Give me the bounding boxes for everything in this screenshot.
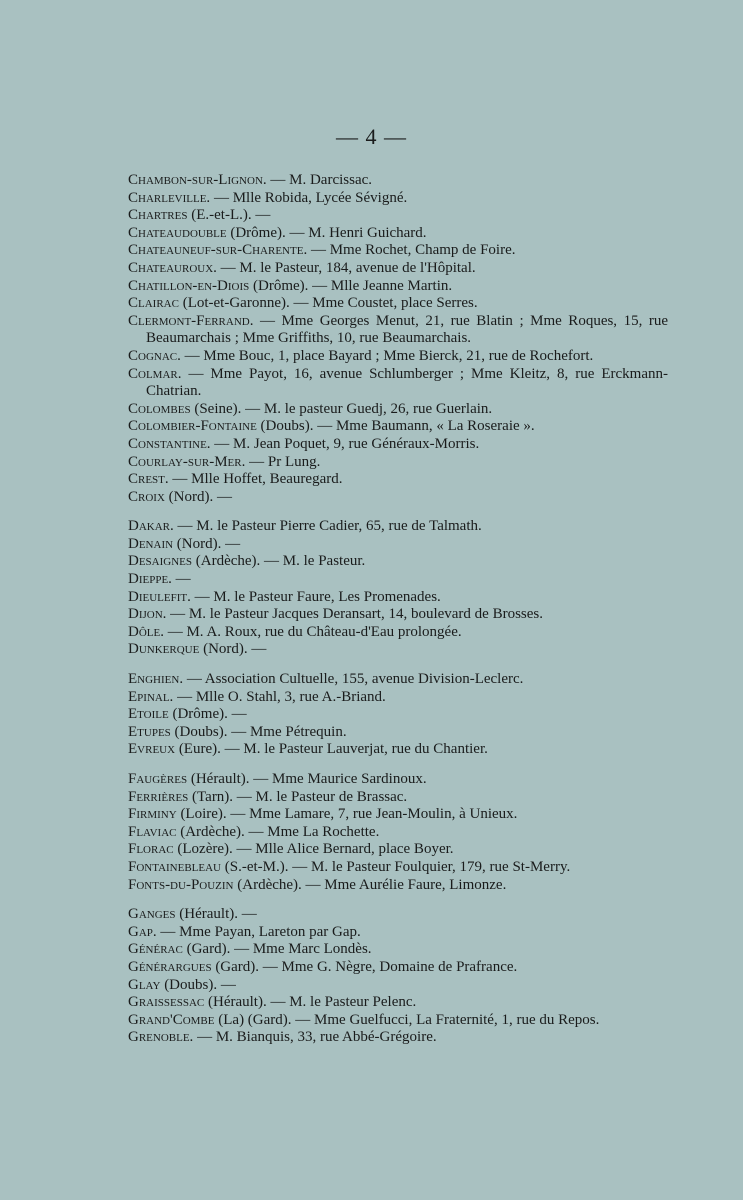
place-name: Colmar.	[128, 365, 182, 382]
entry-details: (Tarn). — M. le Pasteur de Brassac.	[188, 788, 408, 805]
directory-entry	[128, 994, 668, 1012]
place-name: Grand'Combe	[128, 1011, 215, 1028]
entry-details: — Mme Bouc, 1, place Bayard ; Mme Bierck, 21, rue de Rochefort.	[180, 347, 594, 364]
place-name: Fonts-du-Pouzin	[128, 876, 234, 893]
place-name: Denain	[128, 535, 174, 552]
directory-entry	[128, 225, 668, 243]
directory-entry	[128, 190, 668, 208]
place-name: Courlay-sur-Mer.	[128, 453, 246, 470]
place-name: Charleville.	[128, 189, 211, 206]
place-name: Faugères	[128, 771, 188, 787]
place-name: Crest.	[128, 471, 169, 488]
entry-details: (Nord). —	[199, 641, 267, 658]
place-name: Chateauneuf-sur-Charente.	[128, 242, 308, 259]
entry-details: —	[171, 571, 191, 588]
place-name: Dijon.	[128, 606, 167, 623]
entry-details: (Gard). — Mme Marc Londès.	[182, 941, 372, 958]
directory-list	[128, 172, 668, 1059]
directory-entry	[128, 841, 668, 859]
directory-entry	[128, 313, 668, 348]
place-name: Dakar.	[128, 518, 174, 535]
directory-entry	[128, 401, 668, 419]
directory-entry	[128, 689, 668, 707]
place-name: Etoile	[128, 706, 169, 723]
directory-entry	[128, 824, 668, 842]
place-name: Gap.	[128, 923, 157, 940]
entry-details: — M. Jean Poquet, 9, rue Généraux-Morris.	[210, 435, 480, 452]
place-name: Graissessac	[128, 994, 205, 1011]
place-name: Desaignes	[128, 553, 193, 570]
directory-entry	[128, 242, 668, 260]
entry-details: (Ardèche). — M. le Pasteur.	[192, 553, 366, 570]
entry-details: — M. le Pasteur Pierre Cadier, 65, rue de Talmath.	[173, 518, 482, 535]
entry-details: (Doubs). — Mme Baumann, « La Roseraie ».	[256, 418, 535, 435]
entry-details: — Mme Georges Menut, 21, rue Blatin ; Mme Roques, 15, rue Beaumarchais ; Mme Griffiths, 10, rue Beaumarchais.	[146, 312, 668, 347]
place-name: Constantine.	[128, 435, 211, 452]
directory-entry	[128, 771, 668, 789]
directory-entry	[128, 641, 668, 659]
place-name: Fontainebleau	[128, 858, 222, 875]
place-name: Colombier-Fontaine	[128, 418, 257, 435]
entry-details: (Ardèche). — Mme La Rochette.	[176, 823, 380, 840]
page-number: — 4 —	[336, 124, 407, 149]
directory-entry	[128, 366, 668, 401]
directory-entry	[128, 724, 668, 742]
entry-details: — Mlle O. Stahl, 3, rue A.-Briand.	[173, 688, 386, 705]
letter-group	[128, 671, 668, 759]
place-name: Glay	[128, 976, 161, 993]
entry-details: — Association Cultuelle, 155, avenue Division-Leclerc.	[183, 671, 524, 688]
directory-entry	[128, 571, 668, 589]
entry-details: — Mlle Hoffet, Beauregard.	[168, 471, 343, 488]
entry-details: — M. Bianquis, 33, rue Abbé-Grégoire.	[193, 1029, 437, 1046]
directory-entry	[128, 348, 668, 366]
place-name: Générac	[128, 941, 183, 958]
place-name: Clairac	[128, 295, 179, 312]
entry-details: (La) (Gard). — Mme Guelfucci, La Fraternité, 1, rue du Repos.	[214, 1011, 600, 1028]
entry-details: (Seine). — M. le pasteur Guedj, 26, rue Guerlain.	[190, 400, 493, 417]
entry-details: — Mme Payot, 16, avenue Schlumberger ; Mme Kleitz, 8, rue Erckmann-Chatrian.	[146, 365, 668, 400]
place-name: Evreux	[128, 741, 176, 758]
place-name: Croix	[128, 488, 165, 505]
directory-entry	[128, 1029, 668, 1047]
place-name: Epinal.	[128, 688, 174, 705]
entry-details: (Nord). —	[173, 535, 241, 552]
entry-details: (Drôme). — M. Henri Guichard.	[226, 224, 427, 241]
place-name: Chateauroux.	[128, 259, 217, 276]
entry-details: (Hérault). — Mme Maurice Sardinoux.	[187, 771, 427, 787]
entry-details: (Lozère). — Mlle Alice Bernard, place Boyer.	[173, 841, 454, 858]
directory-entry	[128, 606, 668, 624]
place-name: Flaviac	[128, 823, 177, 840]
entry-details: — M. A. Roux, rue du Château-d'Eau prolongée.	[163, 623, 462, 640]
directory-entry	[128, 553, 668, 571]
directory-entry	[128, 536, 668, 554]
entry-details: (Doubs). —	[160, 976, 236, 993]
entry-details: — M. le Pasteur, 184, avenue de l'Hôpital.	[216, 259, 476, 276]
directory-entry	[128, 741, 668, 759]
place-name: Dôle.	[128, 623, 164, 640]
entry-details: (Eure). — M. le Pasteur Lauverjat, rue du Chantier.	[175, 741, 488, 758]
directory-entry	[128, 624, 668, 642]
directory-entry	[128, 260, 668, 278]
directory-entry	[128, 1012, 668, 1030]
place-name: Chartres	[128, 207, 188, 224]
place-name: Florac	[128, 841, 174, 858]
directory-entry	[128, 977, 668, 995]
directory-entry	[128, 436, 668, 454]
entry-details: — Mme Payan, Lareton par Gap.	[156, 923, 361, 940]
entry-details: — Mme Rochet, Champ de Foire.	[307, 242, 516, 259]
directory-entry	[128, 877, 668, 895]
directory-entry	[128, 671, 668, 689]
entry-details: (Ardèche). — Mme Aurélie Faure, Limonze.	[233, 876, 507, 893]
directory-entry	[128, 172, 668, 190]
directory-entry	[128, 706, 668, 724]
directory-entry	[128, 806, 668, 824]
directory-entry	[128, 789, 668, 807]
place-name: Enghien.	[128, 671, 184, 688]
entry-details: (Hérault). —	[175, 906, 257, 923]
entry-details: — M. le Pasteur Faure, Les Promenades.	[190, 588, 441, 605]
directory-entry	[128, 454, 668, 472]
letter-group	[128, 518, 668, 659]
directory-entry	[128, 471, 668, 489]
directory-entry	[128, 418, 668, 436]
directory-entry	[128, 295, 668, 313]
entry-details: — M. Darcissac.	[266, 172, 373, 188]
entry-details: (Gard). — Mme G. Nègre, Domaine de Prafrance.	[211, 958, 518, 975]
directory-entry	[128, 207, 668, 225]
place-name: Ganges	[128, 906, 176, 923]
place-name: Chateaudouble	[128, 224, 227, 241]
entry-details: — Pr Lung.	[245, 453, 321, 470]
entry-details: (Loire). — Mme Lamare, 7, rue Jean-Moulin, à Unieux.	[176, 806, 518, 823]
directory-entry	[128, 906, 668, 924]
place-name: Chatillon-en-Diois	[128, 277, 250, 294]
directory-entry	[128, 859, 668, 877]
place-name: Cognac.	[128, 347, 181, 364]
entry-details: (Drôme). — Mlle Jeanne Martin.	[249, 277, 453, 294]
entry-details: (Lot-et-Garonne). — Mme Coustet, place Serres.	[178, 295, 478, 312]
directory-entry	[128, 941, 668, 959]
entry-details: — M. le Pasteur Jacques Deransart, 14, boulevard de Brosses.	[166, 606, 543, 623]
letter-group	[128, 771, 668, 894]
entry-details: (E.-et-L.). —	[187, 207, 271, 224]
entry-details: (Nord). —	[164, 488, 232, 505]
place-name: Dunkerque	[128, 641, 200, 658]
entry-details: (S.-et-M.). — M. le Pasteur Foulquier, 179, rue St-Merry.	[221, 858, 571, 875]
directory-entry	[128, 589, 668, 607]
directory-entry	[128, 518, 668, 536]
place-name: Clermont-Ferrand.	[128, 312, 254, 329]
directory-entry	[128, 924, 668, 942]
entry-details: (Drôme). —	[168, 706, 247, 723]
place-name: Générargues	[128, 958, 212, 975]
place-name: Ferrières	[128, 788, 189, 805]
place-name: Etupes	[128, 723, 171, 740]
place-name: Grenoble.	[128, 1029, 194, 1046]
directory-entry	[128, 959, 668, 977]
place-name: Chambon-sur-Lignon.	[128, 172, 267, 188]
directory-entry	[128, 489, 668, 507]
place-name: Firminy	[128, 806, 177, 823]
letter-group	[128, 906, 668, 1047]
place-name: Dieppe.	[128, 571, 172, 588]
directory-entry	[128, 278, 668, 296]
entry-details: — Mlle Robida, Lycée Sévigné.	[210, 189, 408, 206]
letter-group	[128, 172, 668, 506]
entry-details: (Hérault). — M. le Pasteur Pelenc.	[204, 994, 417, 1011]
place-name: Colombes	[128, 400, 191, 417]
place-name: Dieulefit.	[128, 588, 191, 605]
entry-details: (Doubs). — Mme Pétrequin.	[170, 723, 347, 740]
